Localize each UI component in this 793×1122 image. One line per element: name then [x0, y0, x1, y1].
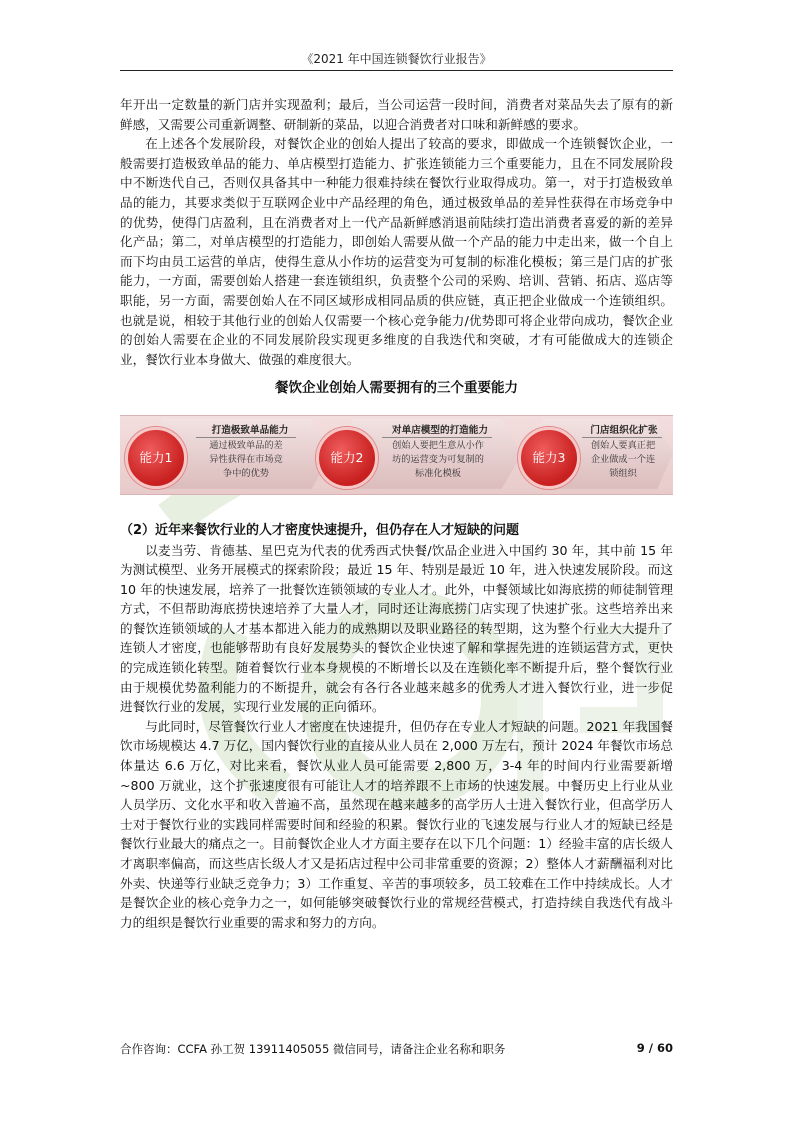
figure-title: 餐饮企业创始人需要拥有的三个重要能力	[275, 380, 518, 397]
capability-1-title: 打造极致单品能力	[211, 424, 289, 436]
footer-contact: 合作咨询：CCFA 孙工贺 13911405055 微信同号，请备注企业名称和职务	[120, 1042, 506, 1056]
capability-3-title: 门店组织化扩张	[590, 424, 658, 436]
capability-3-desc: 创始人要真正把 企业做成一个连 锁组织	[590, 439, 656, 479]
page-number: 9 / 60	[636, 1041, 673, 1055]
paragraph-talent-density: 以麦当劳、肯德基、星巴克为代表的优秀西式快餐/饮品企业进入中国约 30 年，其中前 15 年为测试模型、业务开展模式的探索阶段；最近 15 年、特别是最近 10 年，进入快速发展阶段。而这 10 年的快速发展，培养了一批餐饮连锁领域的专业人才。此外，中餐领域比如海底捞的师徒制管理方式，不但帮助海底捞快速培养了大量人才，同时还让海底捞门店实现了快速扩张。这些培养出来的餐饮连锁领域的人才基本都进入能力的成熟期以及职业路径的转型期，这为整个行业大大提升了连锁人才密度，也能够帮助有良好发展势头的餐饮企业快速了解和掌握先进的连锁运营方式，更快的完成连锁化转型。随着餐饮行业本身规模的不断增长以及在连锁化率不断提升后，整个餐饮行业由于规模优势盈利能力的不断提升，就会有各行各业越来越多的优秀人才进入餐饮行业，进一步促进餐饮行业的发展，实现行业发展的正向循环。	[120, 542, 673, 715]
capability-3-rule	[582, 437, 662, 438]
capability-2-badge: 能力2	[316, 427, 378, 489]
capabilities-figure	[120, 405, 673, 513]
paragraph-continued: 年开出一定数量的新门店并实现盈利；最后，当公司运营一段时间，消费者对菜品失去了原有的新鲜感，又需要公司重新调整、研制新的菜品，以迎合消费者对口味和新鲜感的要求。	[120, 97, 673, 132]
header-divider	[120, 70, 673, 71]
capability-2-desc: 创始人要把生意从小作 坊的运营变为可复制的 标准化模板	[392, 439, 484, 479]
paragraph-talent-shortage: 与此同时，尽管餐饮行业人才密度在快速提升，但仍存在专业人才短缺的问题。2021 年我国餐饮市场规模达 4.7 万亿，国内餐饮行业的直接从业人员在 2,000 万左右，预计 2024 年餐饮市场总体量达 6.6 万亿，对比来看，餐饮从业人员可能需要 2,800 万，3-4 年的时间内行业需要新增~800 万就业，这个扩张速度很有可能让人才的培养跟不上市场的快速发展。中餐历史上行业从业人员学历、文化水平和收入普遍不高，虽然现在越来越多的高学历人士进入餐饮行业，但高学历人士对于餐饮行业的实践同样需要时间和经验的积累。餐饮行业的飞速发展与行业人才的短缺已经是餐饮行业最大的痛点之一。目前餐饮企业人才方面主要存在以下几个问题：1）经验丰富的店长级人才离职率偏高，而这些店长级人才又是拓店过程中公司非常重要的资源；2）整体人才薪酬福利对比外卖、快递等行业缺乏竞争力；3）工作重复、辛苦的事项较多，员工较难在工作中持续成长。人才是餐饮企业的核心竞争力之一，如何能够突破餐饮行业的常规经营模式，打造持续自我迭代有战斗力的组织是餐饮行业重要的需求和努力的方向。	[120, 718, 673, 930]
capability-1-rule	[196, 437, 296, 438]
capability-3-badge: 能力3	[518, 427, 580, 489]
page-header: 《2021 年中国连锁餐饮行业报告》	[301, 52, 492, 66]
capability-2-title: 对单店模型的打造能力	[392, 424, 488, 436]
section-heading: （2）近年来餐饮行业的人才密度快速提升，但仍存在人才短缺的问题	[120, 522, 520, 538]
paragraph-founder-capabilities: 在上述各个发展阶段，对餐饮企业的创始人提出了较高的要求，即做成一个连锁餐饮企业，一般需要打造极致单品的能力、单店模型打造能力、扩张连锁能力三个重要能力，且在不同发展阶段中不断迭代自己，否则仅具备其中一种能力很难持续在餐饮行业取得成功。第一，对于打造极致单品的能力，其要求类似于互联网企业中产品经理的角色，通过极致单品的差异性获得在市场竞争中的优势，使得门店盈利，且在消费者对上一代产品新鲜感消退前陆续打造出消费者喜爱的新的差异化产品；第二，对单店模型的打造能力，即创始人需要从做一个产品的能力中走出来，做一个自上而下均由员工运营的单店，使得生意从小作坊的运营变为可复制的标准化模板；第三是门店的扩张能力，一方面，需要创始人搭建一套连锁组织，负责整个公司的采购、培训、营销、拓店、巡店等职能，另一方面，需要创始人在不同区域形成相同品质的供应链，真正把企业做成一个连锁组织。也就是说，相较于其他行业的创始人仅需要一个核心竞争能力/优势即可将企业带向成功，餐饮企业的创始人需要在企业的不同发展阶段实现更多维度的自我迭代和突破，才有可能做成大的连锁企业，餐饮行业本身做大、做强的难度很大。	[120, 136, 673, 367]
capability-1-desc: 通过极致单品的差 异性获得在市场竞 争中的优势	[209, 439, 283, 479]
page-footer	[120, 1041, 673, 1057]
capability-2-rule	[382, 437, 492, 438]
capability-1-badge: 能力1	[125, 427, 187, 489]
document-body	[120, 95, 673, 932]
